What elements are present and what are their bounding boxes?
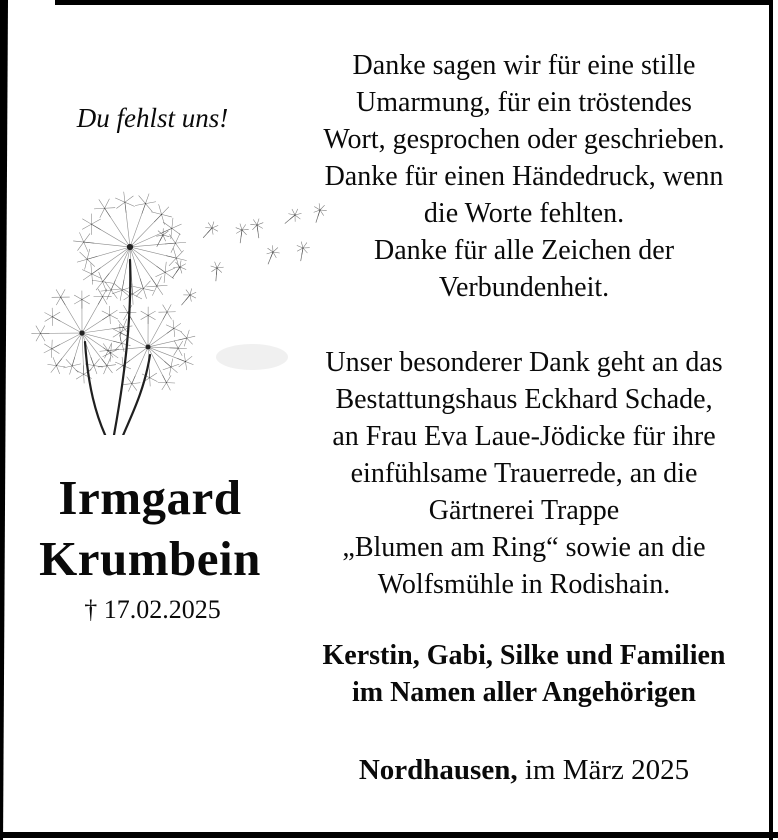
text-line: Bestattungshaus Eckhard Schade, [335, 384, 713, 415]
signature [282, 637, 766, 711]
text-line: Wolfsmühle in Rodishain. [377, 569, 671, 600]
text-line: Wort, gesprochen oder geschrieben. [323, 124, 725, 155]
text-line: Danke für einen Händedruck, wenn [324, 161, 724, 192]
thanks-column [282, 0, 766, 789]
signature-line: im Namen aller Angehörigen [351, 677, 696, 708]
thanks-paragraph-general [282, 47, 766, 306]
text-line: „Blumen am Ring“ sowie an die [342, 532, 706, 563]
deceased-last-name: Krumbein [39, 531, 261, 586]
deceased-first-name: Irmgard [58, 470, 242, 525]
deceased-name [5, 467, 295, 589]
text-line: Danke sagen wir für eine stille [352, 50, 696, 81]
scan-edge-bottom [0, 832, 778, 838]
closing-date: im März 2025 [524, 754, 690, 786]
closing-place: Nordhausen, [358, 754, 518, 786]
closing-line [282, 752, 766, 789]
scan-edge-right [769, 0, 773, 840]
text-line: Verbundenheit. [438, 272, 610, 303]
thanks-paragraph-special [282, 344, 766, 603]
text-line: einfühlsame Trauerrede, an die [350, 458, 698, 489]
text-line: Danke für alle Zeichen der [373, 235, 675, 266]
scan-edge-left [0, 0, 8, 840]
death-date: † 17.02.2025 [84, 595, 221, 624]
tribute-line: Du fehlst uns! [76, 103, 229, 133]
text-line: Unser besonderer Dank geht an das [325, 347, 723, 378]
signature-line: Kerstin, Gabi, Silke und Familien [322, 640, 726, 671]
text-line: Umarmung, für ein tröstendes [356, 87, 692, 118]
text-line: Gärtnerei Trappe [428, 495, 620, 526]
text-line: die Worte fehlten. [423, 198, 625, 229]
text-line: an Frau Eva Laue-Jödicke für ihre [332, 421, 716, 452]
